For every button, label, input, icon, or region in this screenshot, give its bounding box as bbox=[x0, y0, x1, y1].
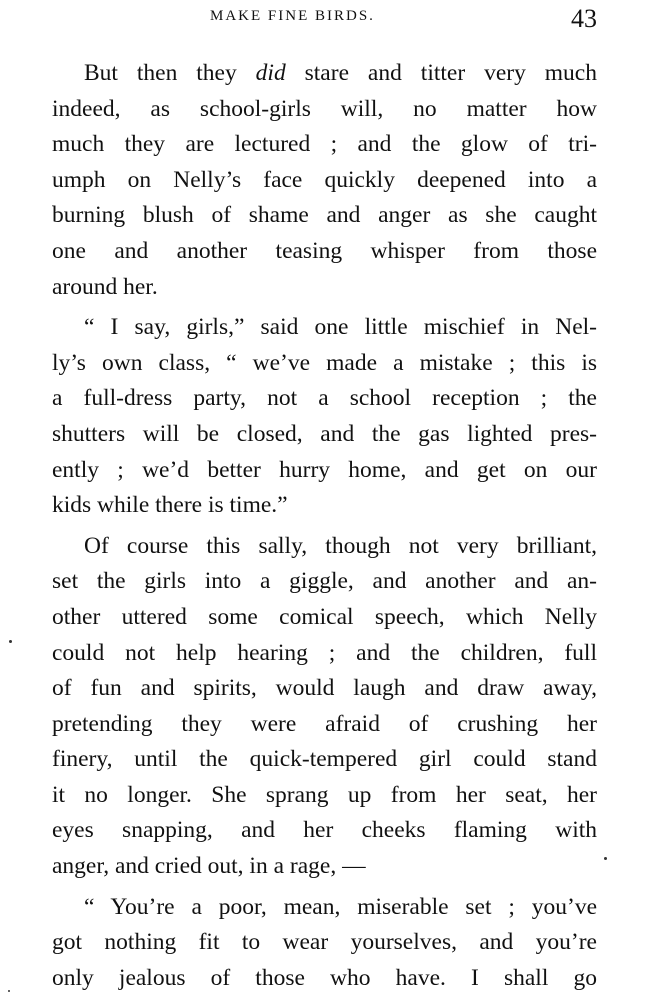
paragraph-1 bbox=[52, 56, 597, 305]
text-line: ly’s own class, “ we’ve made a mistake ; this is bbox=[52, 349, 597, 376]
text-line: indeed, as school-girls will, no matter how bbox=[52, 95, 597, 122]
text-line: pretending they were afraid of crushing her bbox=[52, 710, 597, 737]
text-line: a full-dress party, not a school reception ; the bbox=[52, 385, 597, 412]
text-line: burning blush of shame and anger as she caught bbox=[52, 202, 597, 229]
text-line: eyes snapping, and her cheeks flaming with bbox=[52, 817, 597, 844]
emphasized-word: did bbox=[255, 60, 286, 86]
page-number: 43 bbox=[571, 4, 597, 33]
scan-speck bbox=[9, 640, 12, 643]
text-line: could not help hearing ; and the children, full bbox=[52, 639, 597, 666]
body-text bbox=[52, 56, 597, 996]
text-line: shutters will be closed, and the gas lighted pres- bbox=[52, 420, 597, 447]
running-head: MAKE FINE BIRDS. bbox=[210, 8, 375, 24]
text-line: other uttered some comical speech, which Nelly bbox=[52, 603, 597, 630]
paragraph-3 bbox=[52, 529, 597, 885]
text-line: “ You’re a poor, mean, miserable set ; you’ve bbox=[84, 893, 597, 920]
text-line: finery, until the quick-tempered girl could stand bbox=[52, 746, 597, 773]
scan-speck bbox=[604, 857, 607, 860]
text-line: anger, and cried out, in a rage, — bbox=[52, 853, 366, 880]
text-line: it no longer. She sprang up from her seat, her bbox=[52, 781, 597, 808]
scan-speck bbox=[8, 990, 10, 992]
text-line: one and another teasing whisper from those bbox=[52, 237, 597, 264]
text-line: set the girls into a giggle, and another and an- bbox=[52, 568, 597, 595]
text-line: of fun and spirits, would laugh and draw away, bbox=[52, 675, 597, 702]
text-line: only jealous of those who have. I shall go bbox=[52, 964, 597, 991]
text-line: around her. bbox=[52, 273, 158, 300]
paragraph-2 bbox=[52, 310, 597, 524]
text-line: But then they did stare and titter very much bbox=[84, 60, 597, 86]
text-line: “ I say, girls,” said one little mischief in Nel- bbox=[84, 314, 597, 341]
text-line: much they are lectured ; and the glow of tri- bbox=[52, 131, 597, 158]
text-line: umph on Nelly’s face quickly deepened into a bbox=[52, 166, 597, 193]
paragraph-4 bbox=[52, 890, 597, 997]
text-line: Of course this sally, though not very brilliant, bbox=[84, 532, 597, 559]
text-line: kids while there is time.” bbox=[52, 492, 288, 519]
text-line: ently ; we’d better hurry home, and get on our bbox=[52, 456, 597, 483]
text-line: got nothing fit to wear yourselves, and you’re bbox=[52, 929, 597, 956]
